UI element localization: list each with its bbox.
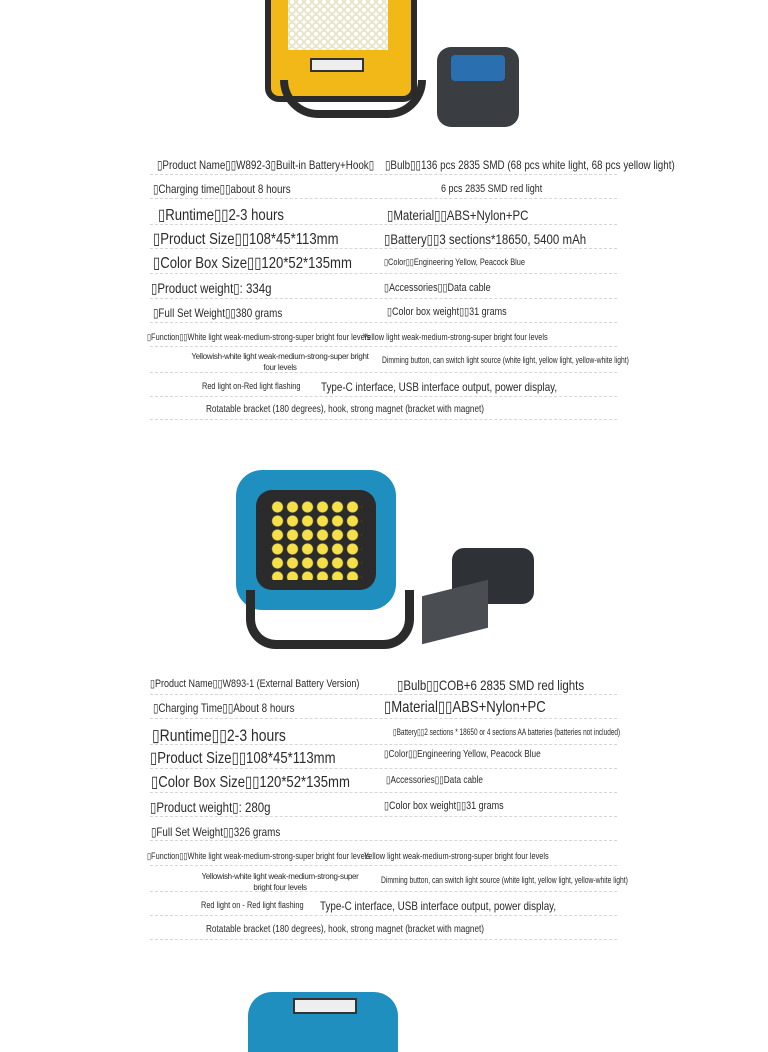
spec-battery: ▯Battery▯▯3 sections*18650, 5400 mAh xyxy=(384,231,587,247)
spec-accessories: ▯Accessories▯▯Data cable xyxy=(384,282,491,294)
product-image-battery-compartment xyxy=(422,548,534,638)
spec-material: ▯Material▯▯ABS+Nylon+PC xyxy=(384,699,546,716)
product-image-blue-lamp-partial xyxy=(248,992,398,1052)
divider xyxy=(150,865,617,866)
spec-function: ▯Function▯▯White light weak-medium-strong-super bright four levels xyxy=(147,851,371,861)
spec-yellowish-light: Yellowish-white light weak-medium-strong-super bright four levels xyxy=(201,872,359,892)
divider xyxy=(150,840,617,841)
product-image-blue-lamp xyxy=(236,470,406,650)
divider xyxy=(150,694,617,695)
spec-runtime: ▯Runtime▯▯2-3 hours xyxy=(152,726,286,745)
divider xyxy=(150,792,617,793)
spec-box-size: ▯Color Box Size▯▯120*52*135mm xyxy=(153,255,352,272)
spec-red-light: Red light on-Red light flashing xyxy=(202,381,301,391)
spec-box-weight: ▯Color box weight▯▯31 grams xyxy=(384,800,504,812)
product-image-lamp-back xyxy=(437,47,519,127)
spec-material: ▯Material▯▯ABS+Nylon+PC xyxy=(387,207,529,223)
divider xyxy=(150,273,617,274)
spec-box-size: ▯Color Box Size▯▯120*52*135mm xyxy=(151,774,350,791)
spec-typec: Type-C interface, USB interface output, power display, xyxy=(321,380,558,394)
spec-yellow-light: Yellow light weak-medium-strong-super bright four levels xyxy=(363,332,548,342)
product-image-yellow-lamp xyxy=(250,0,420,130)
divider xyxy=(150,744,617,745)
spec-product-size: ▯Product Size▯▯108*45*113mm xyxy=(153,231,339,248)
spec-bracket: Rotatable bracket (180 degrees), hook, strong magnet (bracket with magnet) xyxy=(206,924,485,935)
divider xyxy=(150,915,617,916)
divider xyxy=(150,419,617,420)
divider xyxy=(150,174,617,175)
spec-dimming: Dimming button, can switch light source (white light, yellow light, yellow-white light) xyxy=(382,355,629,365)
spec-charging: ▯Charging Time▯▯About 8 hours xyxy=(153,701,295,715)
spec-color: ▯Color▯▯Engineering Yellow, Peacock Blue xyxy=(384,257,526,267)
divider xyxy=(150,224,617,225)
spec-bulb: ▯Bulb▯▯136 pcs 2835 SMD (68 pcs white light, 68 pcs yellow light) xyxy=(385,158,675,172)
spec-battery: ▯Battery▯▯2 sections * 18650 or 4 sections AA batteries (batteries not included) xyxy=(393,727,621,737)
divider xyxy=(150,816,617,817)
divider xyxy=(150,298,617,299)
spec-product-size: ▯Product Size▯▯108*45*113mm xyxy=(150,750,336,767)
spec-charging: ▯Charging time▯▯about 8 hours xyxy=(153,182,291,196)
spec-product-name: ▯Product Name▯▯W893-1 (External Battery Version) xyxy=(150,678,360,690)
divider xyxy=(150,198,617,199)
divider xyxy=(150,396,617,397)
spec-dimming: Dimming button, can switch light source (white light, yellow light, yellow-white light) xyxy=(381,875,628,885)
spec-bracket: Rotatable bracket (180 degrees), hook, strong magnet (bracket with magnet) xyxy=(206,404,485,415)
spec-accessories: ▯Accessories▯▯Data cable xyxy=(386,775,483,786)
divider xyxy=(150,718,617,719)
divider xyxy=(150,372,617,373)
spec-weight: ▯Product weight▯: 280g xyxy=(150,799,271,815)
divider xyxy=(150,322,617,323)
spec-red-light: Red light on - Red light flashing xyxy=(201,900,304,910)
spec-color: ▯Color▯▯Engineering Yellow, Peacock Blue xyxy=(384,749,541,760)
spec-runtime: ▯Runtime▯▯2-3 hours xyxy=(158,207,284,224)
spec-product-name: ▯Product Name▯▯W892-3▯Built-in Battery+Hook▯ xyxy=(157,158,375,172)
divider xyxy=(150,768,617,769)
divider xyxy=(150,939,617,940)
spec-typec: Type-C interface, USB interface output, power display, xyxy=(320,899,557,913)
divider xyxy=(150,248,617,249)
spec-yellowish-light: Yellowish-white light weak-medium-strong-super bright four levels xyxy=(191,352,369,372)
spec-full-weight: ▯Full Set Weight▯▯326 grams xyxy=(151,825,281,839)
spec-yellow-light: Yellow light weak-medium-strong-super bright four levels xyxy=(364,851,549,861)
spec-bulb: ▯Bulb▯▯COB+6 2835 SMD red lights xyxy=(397,677,585,693)
divider xyxy=(150,891,617,892)
spec-bulb-red: 6 pcs 2835 SMD red light xyxy=(441,183,543,195)
spec-box-weight: ▯Color box weight▯▯31 grams xyxy=(387,306,507,318)
divider xyxy=(150,346,617,347)
spec-full-weight: ▯Full Set Weight▯▯380 grams xyxy=(153,306,283,320)
spec-weight: ▯Product weight▯: 334g xyxy=(151,280,272,296)
spec-function: ▯Function▯▯White light weak-medium-strong-super bright four levels xyxy=(147,332,371,342)
